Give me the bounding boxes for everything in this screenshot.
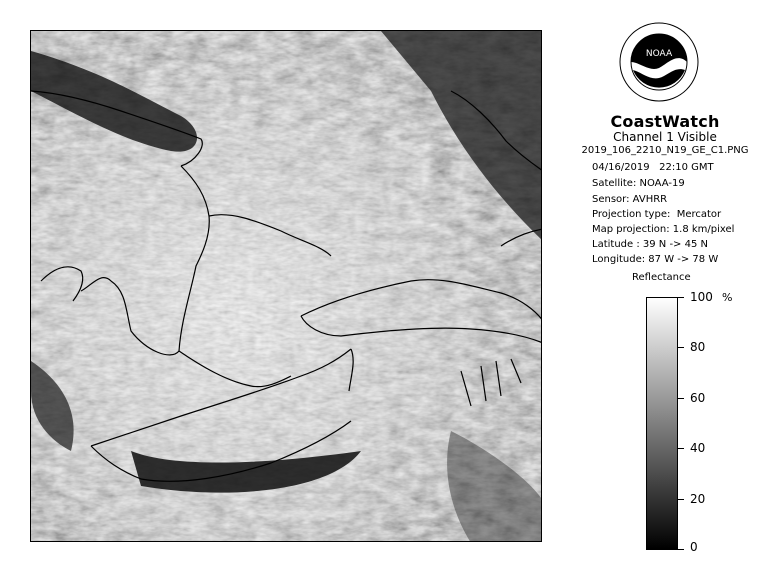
colorbar-tick-label: 0 bbox=[690, 540, 698, 554]
image-filename: 2019_106_2210_N19_GE_C1.PNG bbox=[581, 145, 749, 156]
app-title: CoastWatch bbox=[610, 112, 720, 131]
colorbar-tick-label: 40 bbox=[690, 441, 706, 455]
map-projection: Map projection: 1.8 km/pixel bbox=[592, 224, 735, 235]
acquisition-datetime: 04/16/2019 22:10 GMT bbox=[592, 162, 714, 173]
colorbar-tick-label: 60 bbox=[690, 391, 706, 405]
noaa-logo bbox=[619, 22, 699, 102]
colorbar-title: Reflectance bbox=[632, 272, 691, 283]
longitude-range: Longitude: 87 W -> 78 W bbox=[592, 254, 719, 265]
colorbar-tick bbox=[678, 448, 684, 449]
colorbar-tick-label: 20 bbox=[690, 492, 706, 506]
colorbar-tick bbox=[678, 297, 684, 298]
colorbar-tick bbox=[678, 347, 684, 348]
colorbar-tick bbox=[678, 499, 684, 500]
colorbar-tick bbox=[678, 549, 684, 550]
colorbar-tick-label: 80 bbox=[690, 340, 706, 354]
latitude-range: Latitude : 39 N -> 45 N bbox=[592, 239, 708, 250]
colorbar-unit: % bbox=[722, 291, 733, 304]
colorbar-tick bbox=[678, 398, 684, 399]
channel-label: Channel 1 Visible bbox=[613, 130, 717, 144]
satellite-name: Satellite: NOAA-19 bbox=[592, 178, 685, 189]
satellite-imagery bbox=[31, 31, 542, 542]
sensor-name: Sensor: AVHRR bbox=[592, 194, 668, 205]
projection-type: Projection type: Mercator bbox=[592, 209, 722, 220]
satellite-image-map bbox=[30, 30, 542, 542]
colorbar-tick-label: 100 bbox=[690, 290, 713, 304]
reflectance-colorbar bbox=[646, 297, 678, 550]
logo-center-text: NOAA bbox=[645, 49, 673, 59]
